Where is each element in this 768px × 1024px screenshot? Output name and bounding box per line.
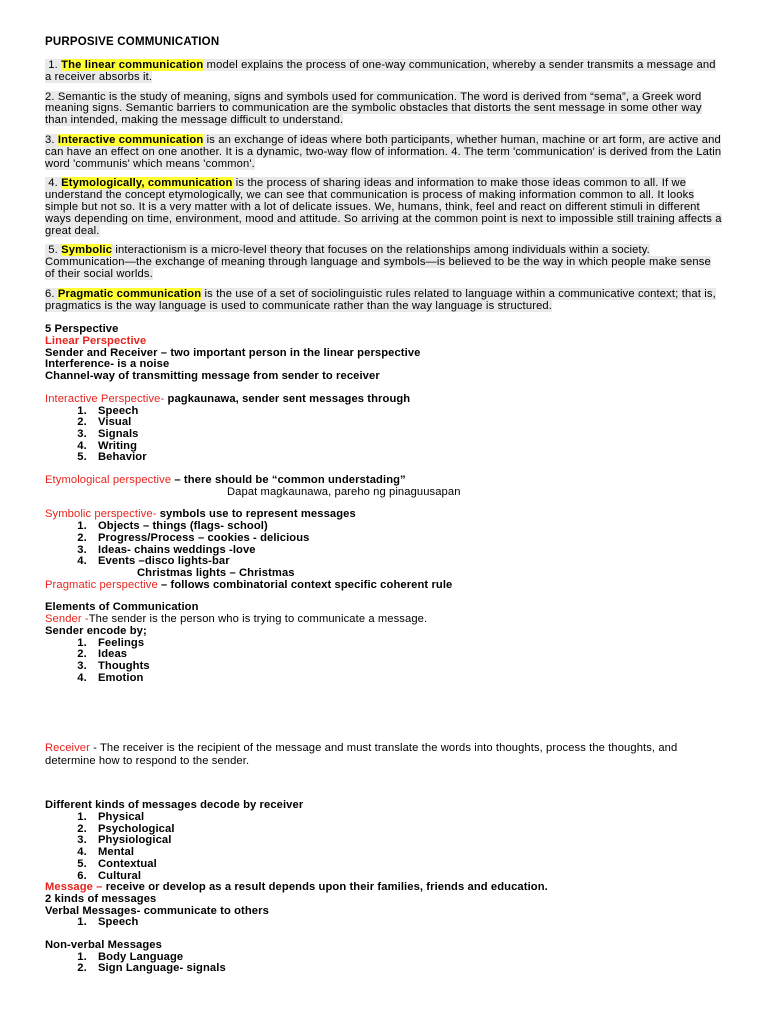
- paragraph-etymological: [45, 178, 722, 237]
- sender-text: The sender is the person who is trying to communicate a message.: [88, 613, 428, 626]
- paragraph-number: 3.: [45, 133, 58, 146]
- list-item: 5. Contextual: [90, 859, 722, 871]
- list-item: 2. Psychological: [90, 824, 722, 836]
- list-item: 6. Cultural: [90, 871, 722, 883]
- paragraph-symbolic: [45, 245, 722, 280]
- document-title: PURPOSIVE COMMUNICATION: [45, 36, 220, 48]
- nonverbal-heading: Non-verbal Messages: [45, 939, 162, 952]
- receiver-label: Receiver: [45, 742, 90, 755]
- sender-encode: Sender encode by;: [45, 624, 147, 637]
- perspective-label: Etymological perspective: [45, 474, 172, 487]
- list-item: 2. Progress/Process – cookies - delicious: [90, 533, 722, 545]
- pragmatic-perspective: [45, 580, 722, 592]
- perspective-section: [45, 324, 722, 975]
- receiver-text: - The receiver is the recipient of the message and must translate the words into thoughts, process the thoughts, and determine how to respond to the sender.: [45, 742, 678, 767]
- paragraph-number: 4.: [48, 177, 62, 190]
- message-text: receive or develop as a result depends upon their families, friends and education.: [102, 881, 548, 894]
- list-item: 4. Mental: [90, 847, 722, 859]
- perspective-label: Interactive Perspective-: [45, 392, 165, 405]
- highlighted-term: Interactive communication: [57, 133, 204, 146]
- symbolic-extra: Christmas lights – Christmas: [137, 567, 295, 579]
- list-item: 1. Body Language: [90, 952, 722, 964]
- nonverbal-list: [45, 952, 722, 975]
- list-item: 2. Ideas: [90, 649, 722, 661]
- highlighted-term: Symbolic: [61, 244, 113, 257]
- linear-line: Channel-way of transmitting message from sender to receiver: [45, 370, 380, 383]
- list-item: 3. Physiological: [90, 835, 722, 847]
- perspective-text: pagkaunawa, sender sent messages through: [164, 392, 411, 405]
- list-item: 3. Signals: [90, 429, 722, 441]
- paragraph-text: model explains the process of one-way communication, whereby a sender transmits a message and a receiver absorbs it.: [45, 59, 716, 83]
- highlighted-term: Etymologically, communication: [61, 177, 233, 190]
- paragraph-linear: [45, 60, 722, 84]
- paragraph-text: is the process of sharing ideas and information to make those ideas common to all. If we understand the concept etymologically, we can see that communication is process of making information common to all. It looks simple but not so. It is a very matter with a lot of delicate issues. We, humans, think, feel and react on different stimuli in different ways depending on time, environment, mood and attitude. So arriving at the common point is next to impossible still training affects a great deal.: [45, 177, 722, 237]
- linear-line: Interference- is a noise: [45, 358, 170, 371]
- paragraph-text: is an exchange of ideas where both participants, whether human, machine or art form, are active and can have an effect on one another. It is a dynamic, two-way flow of information. 4. The term 'communication' is derived from the Latin word 'communis' which means 'common'.: [45, 133, 722, 170]
- etymological-line2: Dapat magkaunawa, pareho ng pinaguusapan: [227, 485, 461, 498]
- list-item: 1. Speech: [90, 406, 722, 418]
- list-item: 2. Sign Language- signals: [90, 963, 722, 975]
- paragraph-text: Semantic is the study of meaning, signs and symbols used for communication. The word is derived from “sema”, a Greek word meaning signs. Semantic barriers to communication are the symbolic obstacles that distorts the sent message in some other way than intended, making the message difficult to understand.: [45, 90, 702, 127]
- list-item: 5. Behavior: [90, 452, 722, 464]
- paragraph-semantic: [45, 92, 722, 127]
- paragraph-number: 1.: [48, 59, 62, 71]
- list-item: 1. Physical: [90, 812, 722, 824]
- interactive-perspective: [45, 394, 722, 406]
- paragraph-pragmatic: [45, 289, 722, 313]
- list-item: 3. Ideas- chains weddings -love: [90, 545, 722, 557]
- two-kinds: 2 kinds of messages: [45, 892, 157, 905]
- perspective-label: Pragmatic perspective: [45, 578, 158, 591]
- message-label: Message –: [45, 881, 103, 894]
- paragraph-number: 2.: [45, 90, 58, 103]
- paragraph-text: interactionism is a micro-level theory that focuses on the relationships among individuals within a society. Communication—the exchange of meaning through language and symbols—is believed to be the way in which people make sense of their social worlds.: [45, 244, 711, 280]
- receiver-line: [45, 742, 722, 767]
- paragraph-text: is the use of a set of sociolinguistic rules related to language within a communicative context; that is, pragmatics is the way language is used to communicate rather than the way language is structured.: [45, 287, 716, 312]
- perspective-label: Symbolic perspective-: [45, 508, 157, 521]
- list-item: 1. Speech: [90, 917, 722, 929]
- sender-label: Sender -: [45, 613, 89, 626]
- interactive-list: [45, 406, 722, 465]
- list-item: 1. Objects – things (flags- school): [90, 521, 722, 533]
- list-item: 4. Writing: [90, 441, 722, 453]
- kinds-heading: Different kinds of messages decode by receiver: [45, 799, 304, 812]
- linear-line: Sender and Receiver – two important person in the linear perspective: [45, 346, 421, 359]
- paragraph-interactive: [45, 135, 722, 170]
- perspective-text: – there should be “common understading”: [171, 474, 406, 487]
- perspective-heading: 5 Perspective: [45, 323, 119, 336]
- list-item: 4. Events –disco lights-bar: [90, 556, 722, 568]
- symbolic-list: [45, 521, 722, 568]
- kinds-list: [45, 812, 722, 882]
- highlighted-term: The linear communication: [61, 59, 204, 71]
- verbal-heading: Verbal Messages- communicate to others: [45, 904, 269, 917]
- perspective-text: – follows combinatorial context specific coherent rule: [157, 578, 453, 591]
- verbal-list: [45, 917, 722, 929]
- sender-list: [45, 638, 722, 685]
- linear-perspective-label: Linear Perspective: [45, 335, 147, 348]
- highlighted-term: Pragmatic communication: [57, 287, 202, 300]
- list-item: 1. Feelings: [90, 638, 722, 650]
- paragraph-number: 6.: [45, 287, 58, 300]
- paragraph-number: 5.: [48, 244, 62, 257]
- list-item: 4. Emotion: [90, 673, 722, 685]
- list-item: 3. Thoughts: [90, 661, 722, 673]
- elements-heading: Elements of Communication: [45, 601, 199, 614]
- list-item: 2. Visual: [90, 417, 722, 429]
- perspective-text: symbols use to represent messages: [156, 508, 356, 521]
